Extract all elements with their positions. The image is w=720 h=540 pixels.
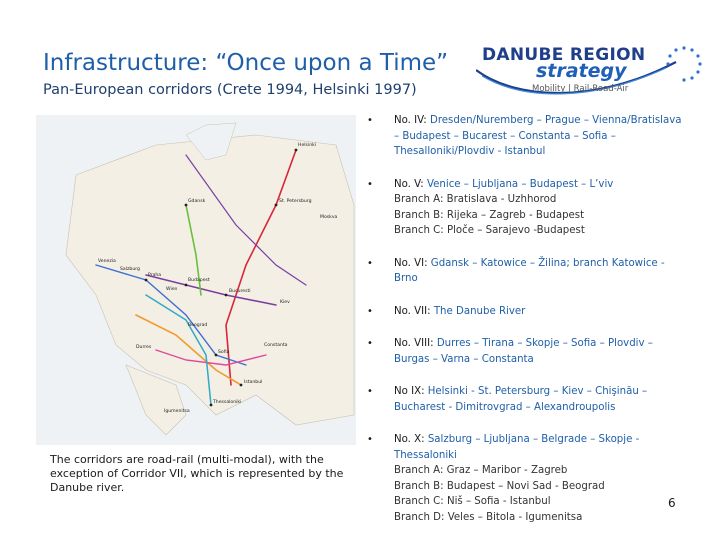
bullet-icon: • <box>367 178 373 190</box>
map-label: Venezia <box>98 259 116 264</box>
map-label: Kiev <box>280 300 290 305</box>
map-label: St. Petersburg <box>279 199 312 204</box>
bullet-icon: • <box>367 338 373 349</box>
map-label: Bucuresti <box>229 289 251 294</box>
map-label: Helsinki <box>298 143 317 148</box>
map-label: Sofia <box>218 350 230 355</box>
corridor-item <box>366 113 686 160</box>
map-label: Moskva <box>320 215 338 220</box>
corridor-item <box>366 304 686 320</box>
corridor-number: No. VI: <box>394 257 431 269</box>
corridor-list <box>366 113 686 540</box>
map-label: Durres <box>136 345 152 350</box>
map-label: Constanta <box>264 343 288 348</box>
corridor-number: No. X: <box>394 434 428 445</box>
corridor-number: No. VII: <box>394 305 434 317</box>
corridor-item <box>366 256 686 287</box>
corridor-route: Helsinki - St. Petersburg – Kiev – Chişinău – Bucharest - Dimitrovgrad – Alexandroupolis <box>394 386 648 413</box>
slide-subtitle: Pan-European corridors (Crete 1994, Helsinki 1997) <box>43 82 417 98</box>
corridor-route: Gdansk – Katowice – Žilina; branch Katowice - Brno <box>394 257 665 284</box>
corridor-number: No. VIII: <box>394 338 437 349</box>
map-caption: The corridors are road-rail (multi-modal), with the exception of Corridor VII, which is represented by the Danube river. <box>50 453 344 494</box>
corridor-route: Salzburg – Ljubljana – Belgrade – Skopje - Thessaloniki <box>394 434 640 461</box>
corridor-item <box>366 336 686 367</box>
corridor-branch: Branch C: Ploče – Sarajevo -Budapest <box>394 225 585 236</box>
corridor-number: No. IV: <box>394 115 430 126</box>
bullet-icon: • <box>367 305 373 317</box>
corridor-branch: Branch D: Veles – Bitola - Igumenitsa <box>394 511 583 523</box>
corridor-route: The Danube River <box>433 305 526 317</box>
corridor-number: No IX: <box>394 386 428 397</box>
corridor-item <box>366 384 686 415</box>
map-label: Salzburg <box>120 267 140 272</box>
corridor-route: Durres – Tirana – Skopje – Sofia – Plovdiv – Burgas – Varna – Constanta <box>394 338 653 365</box>
corridor-item <box>366 177 686 239</box>
logo-name: DANUBE REGION <box>482 45 646 65</box>
corridor-map <box>36 115 356 445</box>
corridor-branch: Branch C: Niš – Sofia - Istanbul <box>394 496 551 507</box>
corridor-branch: Branch B: Budapest – Novi Sad - Beograd <box>394 480 605 492</box>
logo-tagline: Mobility | Rail-Road-Air <box>532 84 629 94</box>
map-label: Beograd <box>188 323 208 328</box>
map-label: Wien <box>166 287 178 292</box>
bullet-icon: • <box>367 257 373 269</box>
page-number: 6 <box>668 496 676 510</box>
corridor-branch: Branch A: Bratislava - Uzhhorod <box>394 194 557 205</box>
slide-title: Infrastructure: “Once upon a Time” <box>43 50 449 76</box>
danube-region-logo <box>476 40 712 104</box>
corridor-branch: Branch A: Graz – Maribor - Zagreb <box>394 465 568 476</box>
map-label: Praha <box>148 273 162 278</box>
corridor-route: Venice – Ljubljana – Budapest – L’viv <box>426 178 614 190</box>
corridor-branch: Branch B: Rijeka – Zagreb - Budapest <box>394 209 585 221</box>
bullet-icon: • <box>367 115 373 126</box>
map-label: Gdansk <box>188 199 206 204</box>
corridor-route: Dresden/Nuremberg – Prague – Vienna/Bratislava – Budapest – Bucarest – Constanta – Sofia – Thesalloniki/Plovdiv - Istanbul <box>394 115 682 157</box>
map-label: Igumenitsa <box>164 409 190 414</box>
corridor-number: No. V: <box>394 178 427 190</box>
map-label: Thessaloniki <box>213 400 242 405</box>
map-label: Istanbul <box>244 380 263 385</box>
map-label: Budapest <box>188 278 210 283</box>
logo-strategy: strategy <box>536 60 627 82</box>
corridor-item <box>366 432 686 525</box>
bullet-icon: • <box>367 386 373 397</box>
bullet-icon: • <box>367 434 373 445</box>
